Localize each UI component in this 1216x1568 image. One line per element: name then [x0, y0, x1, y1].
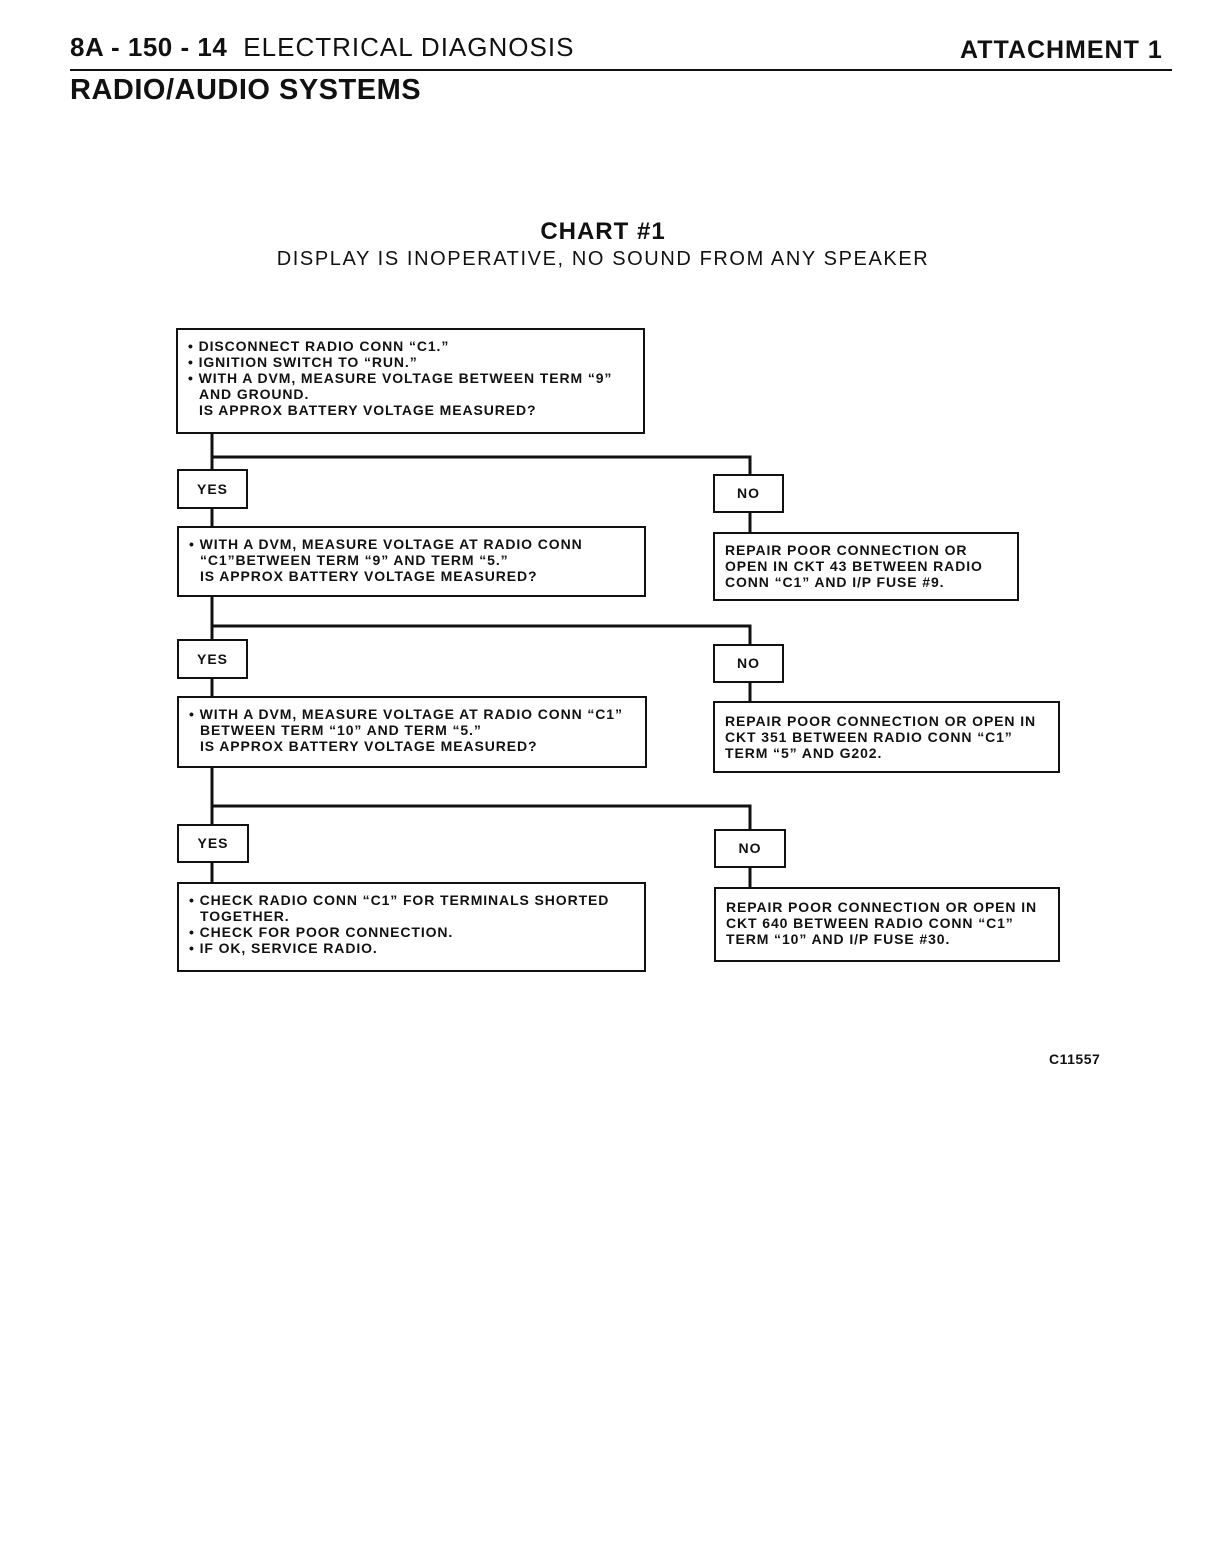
step-text: IS APPROX BATTERY VOLTAGE MEASURED?	[200, 568, 538, 584]
chart-title: CHART #1	[540, 218, 666, 245]
attachment-label: ATTACHMENT 1	[960, 36, 1163, 64]
yes-label: YES	[177, 824, 249, 863]
step-text: IS APPROX BATTERY VOLTAGE MEASURED?	[200, 738, 538, 754]
step-text: • WITH A DVM, MEASURE VOLTAGE AT RADIO CONN “C1”	[189, 706, 623, 722]
page-code: 8A - 150 - 14	[70, 32, 228, 62]
outcome-text: TERM “10” AND I/P FUSE #30.	[726, 931, 951, 947]
outcome-text: REPAIR POOR CONNECTION OR OPEN IN	[725, 713, 1037, 729]
outcome-text: CKT 640 BETWEEN RADIO CONN “C1”	[726, 915, 1014, 931]
no-label: NO	[713, 644, 784, 683]
step-text: • WITH A DVM, MEASURE VOLTAGE AT RADIO CONN	[189, 536, 583, 552]
step-text: • WITH A DVM, MEASURE VOLTAGE BETWEEN TERM “9”	[188, 370, 613, 386]
connector-line	[212, 457, 750, 475]
step-text: BETWEEN TERM “10” AND TERM “5.”	[200, 722, 482, 738]
step-text: • IGNITION SWITCH TO “RUN.”	[188, 354, 418, 370]
no-label: NO	[713, 474, 784, 513]
step-box-4	[177, 882, 646, 972]
section-title: ELECTRICAL DIAGNOSIS	[243, 32, 575, 62]
step-text: TOGETHER.	[200, 908, 290, 924]
figure-code: C11557	[1049, 1051, 1101, 1067]
outcome-box-1	[713, 532, 1019, 601]
subsection-title: RADIO/AUDIO SYSTEMS	[70, 74, 422, 106]
connector-line	[212, 626, 750, 645]
step-box-1	[176, 328, 645, 434]
outcome-text: CKT 351 BETWEEN RADIO CONN “C1”	[725, 729, 1013, 745]
chart-subtitle: DISPLAY IS INOPERATIVE, NO SOUND FROM ANY SPEAKER	[276, 248, 930, 270]
step-box-2	[177, 526, 646, 597]
no-label: NO	[714, 829, 786, 868]
step-text: • DISCONNECT RADIO CONN “C1.”	[188, 338, 450, 354]
step-text: IS APPROX BATTERY VOLTAGE MEASURED?	[199, 402, 537, 418]
step-text: • CHECK RADIO CONN “C1” FOR TERMINALS SHORTED	[189, 892, 610, 908]
step-box-3	[177, 696, 647, 768]
step-text: AND GROUND.	[199, 386, 310, 402]
outcome-text: OPEN IN CKT 43 BETWEEN RADIO	[725, 558, 983, 574]
outcome-text: REPAIR POOR CONNECTION OR	[725, 542, 968, 558]
step-text: “C1”BETWEEN TERM “9” AND TERM “5.”	[200, 552, 509, 568]
outcome-text: REPAIR POOR CONNECTION OR OPEN IN	[726, 899, 1038, 915]
yes-label: YES	[177, 639, 248, 679]
connector-line	[212, 806, 750, 830]
outcome-box-3	[714, 887, 1060, 962]
outcome-box-2	[713, 701, 1060, 773]
step-text: • IF OK, SERVICE RADIO.	[189, 940, 378, 956]
step-text: • CHECK FOR POOR CONNECTION.	[189, 924, 454, 940]
yes-label: YES	[177, 469, 248, 509]
outcome-text: TERM “5” AND G202.	[725, 745, 883, 761]
outcome-text: CONN “C1” AND I/P FUSE #9.	[725, 574, 945, 590]
